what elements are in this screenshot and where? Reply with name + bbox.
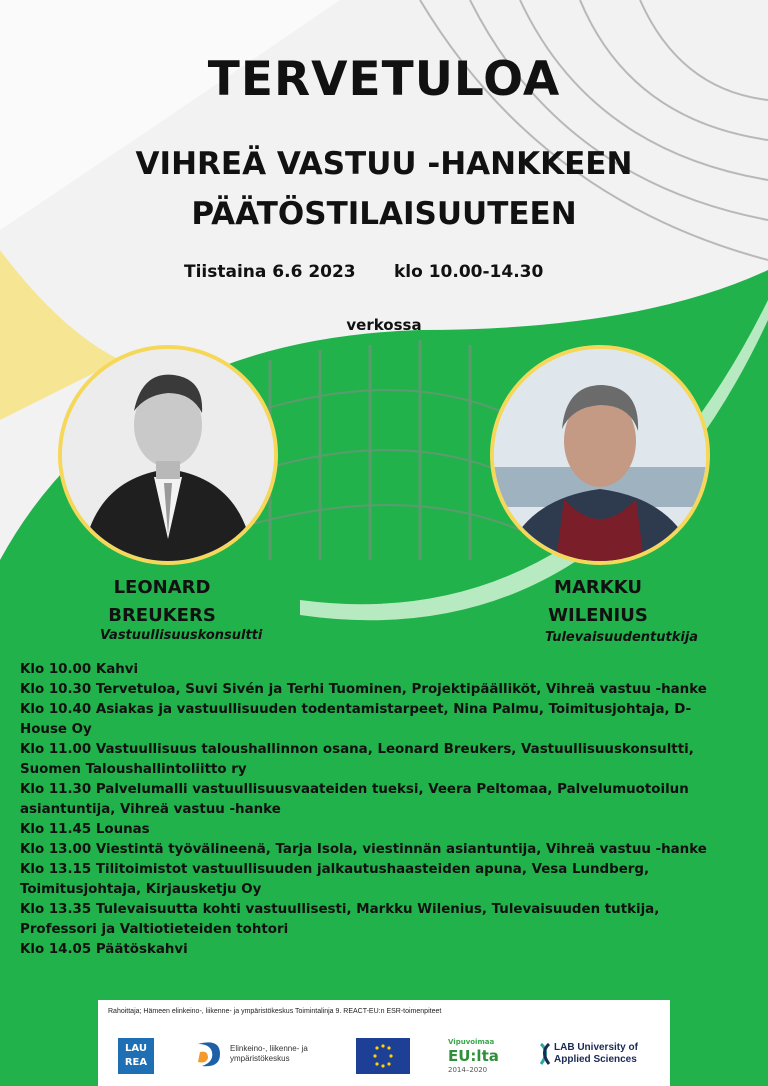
vipu-logo-main: EU:lta bbox=[448, 1047, 499, 1065]
ely-keskus-logo bbox=[194, 1038, 324, 1070]
speaker-name-breukers bbox=[92, 574, 232, 630]
schedule-item: Klo 13.15 Tilitoimistot vastuullisuuden jalkautushaasteiden apuna, Vesa Lundberg, Toimitusjohtaja, Kirjausketju Oy bbox=[20, 862, 650, 897]
footer-logos bbox=[98, 1000, 670, 1086]
speaker-photo-breukers bbox=[58, 345, 278, 565]
laurea-logo bbox=[118, 1038, 154, 1074]
speaker-role-wilenius: Tulevaisuudentutkija bbox=[545, 630, 699, 645]
ely-logo-line2: ympäristökeskus bbox=[230, 1054, 290, 1063]
lab-logo-line2: Applied Sciences bbox=[554, 1054, 637, 1065]
lab-university-logo bbox=[538, 1042, 666, 1072]
schedule-item: Klo 10.40 Asiakas ja vastuullisuuden todentamistarpeet, Nina Palmu, Toimitusjohtaja, D-House Oy bbox=[20, 702, 692, 737]
vipuvoimaa-eu-logo bbox=[448, 1038, 528, 1078]
schedule-item: Klo 11.00 Vastuullisuus taloushallinnon osana, Leonard Breukers, Vastuullisuuskonsultti, Suomen Taloushallintoliitto ry bbox=[20, 742, 694, 777]
schedule-item: Klo 13.00 Viestintä työvälineenä, Tarja Isola, viestinnän asiantuntija, Vihreä vastuu -hanke bbox=[20, 842, 707, 857]
event-time: klo 10.00-14.30 bbox=[394, 262, 544, 282]
speaker-photo-wilenius bbox=[490, 345, 710, 565]
speaker-last-name: BREUKERS bbox=[108, 605, 216, 626]
vipu-logo-years: 2014–2020 bbox=[448, 1066, 488, 1074]
laurea-logo-line2: REA bbox=[124, 1057, 148, 1068]
schedule-item: Klo 13.35 Tulevaisuutta kohti vastuullisesti, Markku Wilenius, Tulevaisuuden tutkija, Professori ja Valtiotieteiden tohtori bbox=[20, 902, 660, 937]
event-venue: verkossa bbox=[346, 316, 422, 334]
schedule-item: Klo 14.05 Päätöskahvi bbox=[20, 942, 188, 957]
event-date: Tiistaina 6.6 2023 bbox=[184, 262, 356, 282]
schedule-item: Klo 11.30 Palvelumalli vastuullisuusvaateiden tueksi, Veera Peltomaa, Palvelumuotoilun asiantuntija, Vihreä vastuu -hanke bbox=[20, 782, 689, 817]
speaker-first-name: MARKKU bbox=[554, 577, 642, 598]
lab-logo-line1: LAB University of bbox=[554, 1042, 638, 1053]
event-subtitle-line1: VIHREÄ VASTUU -HANKKEEN bbox=[135, 146, 633, 182]
eu-flag-icon bbox=[356, 1038, 410, 1074]
funder-text: Rahoittaja; Hämeen elinkeino-, liikenne- ja ympäristökeskus Toimintalinja 9. REACT-EU:n ESR-toimenpiteet bbox=[108, 1008, 442, 1015]
page-title: TERVETULOA bbox=[207, 52, 561, 107]
event-subtitle-line2: PÄÄTÖSTILAISUUTEEN bbox=[191, 196, 577, 232]
schedule-item: Klo 11.45 Lounas bbox=[20, 822, 150, 837]
speaker-role-breukers: Vastuullisuuskonsultti bbox=[100, 628, 263, 643]
ely-emblem-icon bbox=[194, 1038, 224, 1070]
vipu-logo-top: Vipuvoimaa bbox=[448, 1038, 495, 1046]
ely-logo-line1: Elinkeino-, liikenne- ja bbox=[230, 1044, 308, 1053]
laurea-logo-line1: LAU bbox=[125, 1043, 147, 1054]
speaker-first-name: LEONARD bbox=[113, 577, 211, 598]
schedule-item: Klo 10.00 Kahvi bbox=[20, 662, 139, 677]
program-schedule bbox=[20, 660, 735, 960]
speaker-last-name: WILENIUS bbox=[548, 605, 648, 626]
schedule-item: Klo 10.30 Tervetuloa, Suvi Sivén ja Terhi Tuominen, Projektipäälliköt, Vihreä vastuu -hanke bbox=[20, 682, 707, 697]
speaker-name-wilenius bbox=[528, 574, 668, 630]
lab-ribbon-icon bbox=[538, 1042, 552, 1066]
